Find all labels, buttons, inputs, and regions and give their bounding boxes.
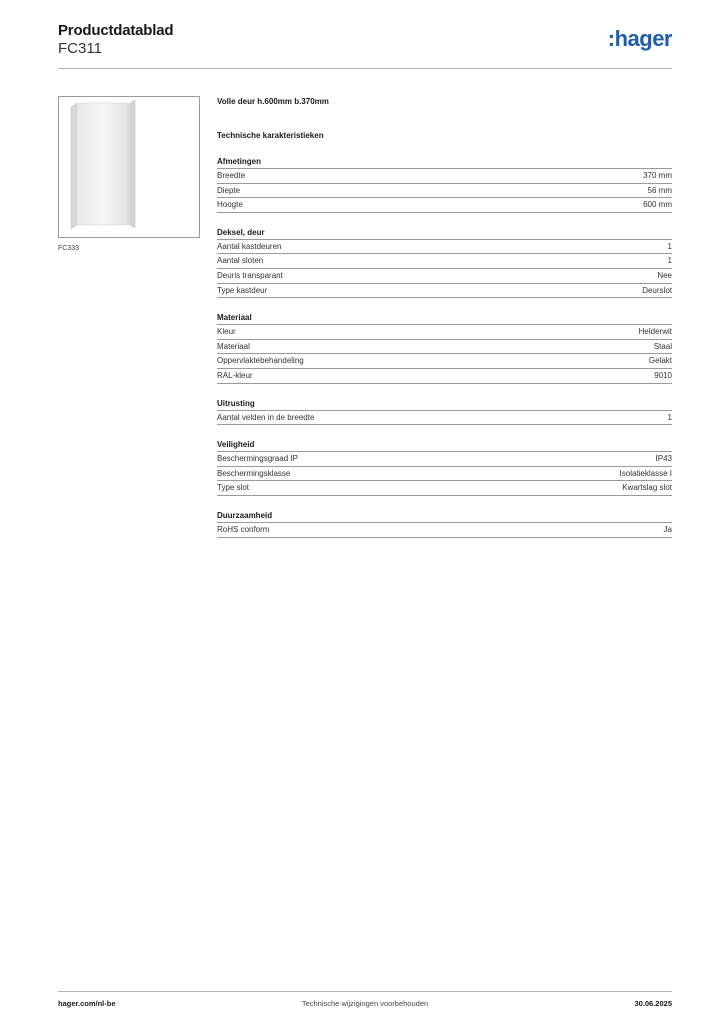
document-title: Productdatablad bbox=[58, 22, 174, 39]
spec-value: 1 bbox=[667, 412, 672, 422]
spec-row bbox=[217, 254, 672, 269]
spec-row bbox=[217, 481, 672, 496]
spec-row bbox=[217, 523, 672, 538]
product-code: FC311 bbox=[58, 40, 102, 57]
spec-value: Helderwit bbox=[638, 327, 672, 337]
spec-label: Breedte bbox=[217, 171, 246, 180]
spec-label: Beschermingsgraad IP bbox=[217, 454, 298, 464]
spec-value: 1 bbox=[667, 256, 672, 266]
spec-label: Type slot bbox=[217, 483, 250, 493]
spec-value: 600 mm bbox=[643, 200, 672, 210]
spec-section bbox=[217, 439, 672, 496]
footer-date: 30.06.2025 bbox=[634, 999, 672, 1008]
page-header bbox=[58, 22, 672, 70]
spec-row bbox=[217, 340, 672, 355]
footer-notice: Technische wijzigingen voorbehouden bbox=[301, 999, 429, 1008]
spec-label: Beschermingsklasse bbox=[217, 468, 291, 478]
spec-label: Kleur bbox=[217, 327, 236, 337]
spec-label: Materiaal bbox=[217, 341, 250, 351]
section-title: Uitrusting bbox=[217, 398, 672, 411]
page-footer bbox=[58, 999, 672, 1011]
spec-value: IP43 bbox=[655, 454, 672, 464]
spec-row bbox=[217, 369, 672, 384]
spec-value: Ja bbox=[663, 524, 672, 534]
spec-row bbox=[217, 452, 672, 467]
spec-section bbox=[217, 227, 672, 298]
footer-website-link[interactable]: hager.com/nl-be bbox=[58, 999, 116, 1008]
spec-value: Kwartslag slot bbox=[622, 483, 672, 493]
spec-row bbox=[217, 169, 672, 184]
spec-label: Hoogte bbox=[217, 200, 243, 210]
spec-row bbox=[217, 325, 672, 340]
section-title: Duurzaamheid bbox=[217, 510, 672, 523]
spec-section bbox=[217, 312, 672, 383]
spec-value: 1 bbox=[667, 241, 672, 251]
footer-divider bbox=[58, 991, 672, 992]
spec-label: Aantal sloten bbox=[217, 256, 264, 266]
spec-row bbox=[217, 269, 672, 284]
spec-label: RoHS conform bbox=[217, 524, 270, 534]
spec-label: Aantal velden in de breedte bbox=[217, 412, 315, 422]
section-title: Deksel, deur bbox=[217, 227, 672, 240]
spec-row bbox=[217, 354, 672, 369]
tech-heading: Technische karakteristieken bbox=[217, 131, 324, 140]
spec-value: 56 mm bbox=[647, 185, 672, 195]
product-name: Volle deur h.600mm b.370mm bbox=[217, 97, 329, 106]
spec-label: Diepte bbox=[217, 185, 241, 195]
spec-row bbox=[217, 184, 672, 199]
door-panel-illustration bbox=[59, 97, 199, 237]
spec-section bbox=[217, 398, 672, 426]
spec-row bbox=[217, 411, 672, 426]
spec-value: Deurslot bbox=[642, 285, 672, 295]
spec-label: Type kastdeur bbox=[217, 285, 268, 295]
section-title: Materiaal bbox=[217, 312, 672, 325]
spec-section bbox=[217, 510, 672, 538]
spec-value: Staal bbox=[653, 341, 672, 351]
spec-value: Isolatieklasse I bbox=[619, 468, 672, 478]
spec-row bbox=[217, 198, 672, 213]
spec-row bbox=[217, 284, 672, 299]
spec-row bbox=[217, 240, 672, 255]
image-caption: FC333 bbox=[58, 245, 80, 252]
spec-value: Nee bbox=[657, 270, 672, 280]
section-title: Afmetingen bbox=[217, 156, 672, 169]
product-image bbox=[58, 96, 200, 238]
section-title: Veiligheid bbox=[217, 439, 672, 452]
spec-label: Oppervlaktebehandeling bbox=[217, 356, 304, 366]
spec-section bbox=[217, 156, 672, 213]
hager-logo: :hager bbox=[607, 26, 672, 51]
product-specs bbox=[217, 96, 672, 538]
spec-label: RAL-kleur bbox=[217, 370, 253, 380]
spec-row bbox=[217, 467, 672, 482]
spec-value: 9010 bbox=[654, 370, 672, 380]
header-divider bbox=[58, 68, 672, 69]
spec-value: 370 mm bbox=[643, 171, 672, 180]
spec-value: Gelakt bbox=[648, 356, 672, 366]
spec-label: Aantal kastdeuren bbox=[217, 241, 282, 251]
spec-sections bbox=[217, 156, 672, 538]
spec-label: Deuris transparant bbox=[217, 270, 283, 280]
